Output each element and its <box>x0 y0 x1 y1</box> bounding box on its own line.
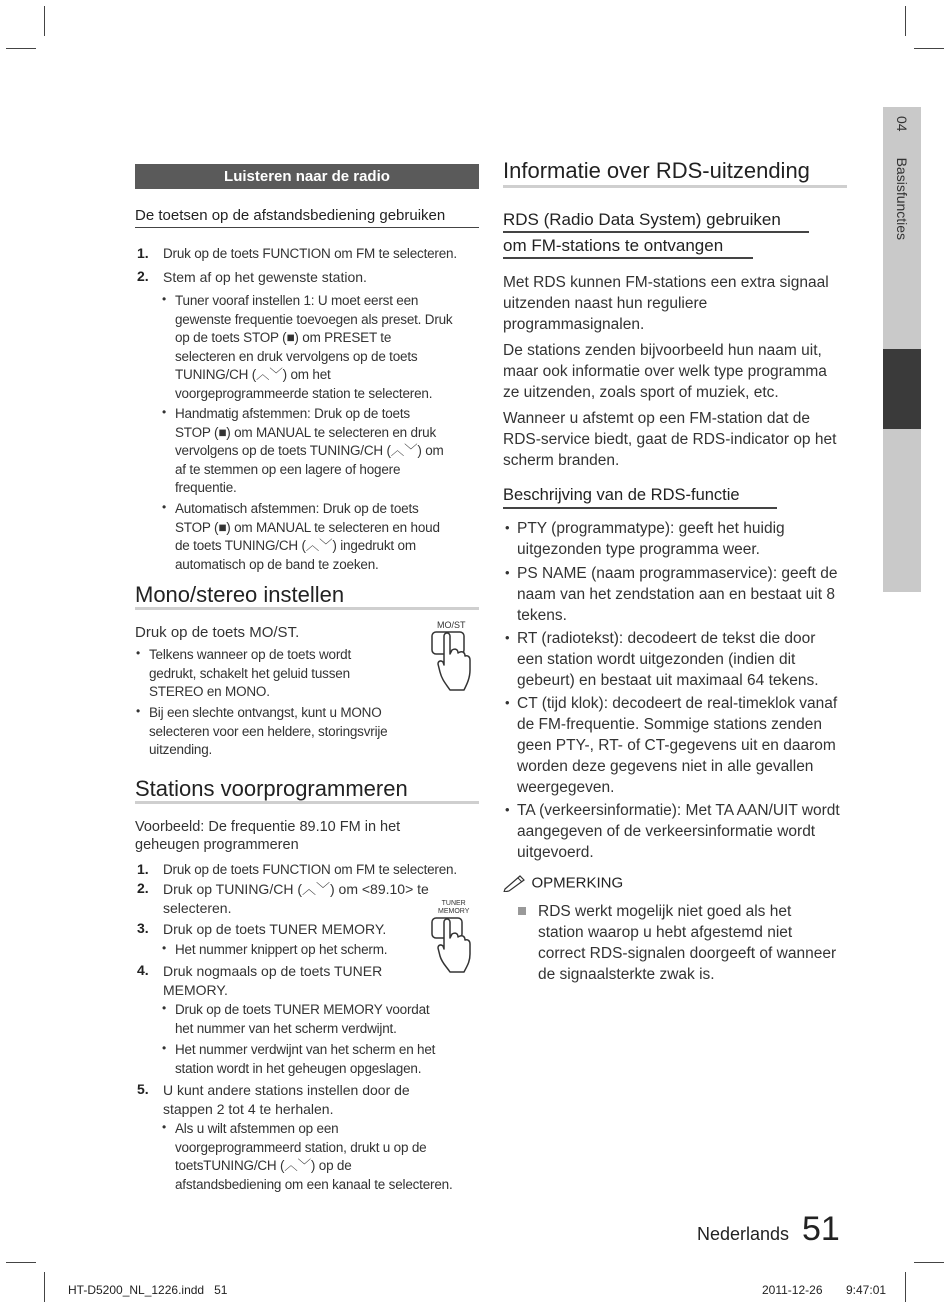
heading-rule <box>135 607 479 610</box>
text-line: voorgeprogrammeerde station te selecteren. <box>175 385 433 401</box>
text-line: frequentie. <box>175 480 237 495</box>
rds-subheading: om FM-stations te ontvangen <box>503 236 724 255</box>
bullet-dot: • <box>162 292 167 306</box>
step-text: Stem af op het gewenste station. <box>163 269 367 285</box>
button-caption <box>438 900 469 916</box>
pencil-note-icon <box>503 874 527 892</box>
bullet-dot: • <box>136 704 141 718</box>
text-line: RDS-service biedt, gaat de RDS-indicator op het <box>503 431 837 448</box>
text-line: PS NAME (naam programmaservice): geeft de <box>517 565 838 582</box>
text-line: een station wordt uitgezonden (indien dit <box>517 651 796 668</box>
bullet-dot: • <box>162 1041 167 1055</box>
text-line: De stations zenden bijvoorbeeld hun naam uit, <box>503 342 822 359</box>
text-line: Het nummer verdwijnt van het scherm en het <box>175 1042 436 1057</box>
footer-time: 9:47:01 <box>846 1283 887 1297</box>
text-line: STOP (■) om MANUAL te selecteren en druk <box>175 424 437 440</box>
text-line: Bij een slechte ontvangst, kunt u MONO <box>149 705 382 720</box>
bullet-dot: • <box>505 695 510 710</box>
note-square-bullet <box>518 907 526 915</box>
note-line: RDS werkt mogelijk niet goed als het <box>538 903 792 920</box>
text-line: PTY (programmatype): geeft het huidig <box>517 520 785 537</box>
text-line: uitgezonden type programma weer. <box>517 541 760 558</box>
text-line: TUNING/CH (︿﹀) om het <box>175 367 331 382</box>
text-line: programmasignalen. <box>503 316 645 333</box>
step-number: 3. <box>137 920 149 936</box>
text-line: toetsTUNING/CH (︿﹀) op de <box>175 1158 352 1173</box>
button-caption: MO/ST <box>437 620 466 630</box>
footer-file: HT-D5200_NL_1226.indd 51 <box>68 1283 228 1297</box>
text-line: voorgeprogrammeerd station, drukt u op de <box>175 1139 427 1155</box>
heading-rule <box>135 801 479 804</box>
bullet-dot: • <box>162 1001 167 1015</box>
pressing-hand-icon <box>424 618 480 708</box>
text-line: gedrukt, schakelt het geluid tussen <box>149 665 350 681</box>
text-line: aangegeven of de verkeersinformatie wordt <box>517 823 816 840</box>
bullet-dot: • <box>505 520 510 535</box>
text-line: STEREO en MONO. <box>149 684 270 699</box>
text-line: vervolgens op de toets TUNING/CH (︿﹀) om <box>175 443 444 458</box>
text-line: CT (tijd klok): decodeert de real-timeklok vanaf <box>517 695 838 712</box>
text-line: selecteren. <box>163 900 232 916</box>
subheading-rule <box>503 507 777 509</box>
section-heading-preset: Stations voorprogrammeren <box>135 776 408 801</box>
text-line: Druk nogmaals op de toets TUNER <box>163 963 383 979</box>
bullet-dot: • <box>162 405 167 419</box>
mono-intro: Druk op de toets MO/ST. <box>135 624 300 641</box>
text-line: gebeurt) en bestaat uit maximaal 64 tekens. <box>517 672 819 689</box>
text-line: weergegeven. <box>517 779 615 796</box>
text-line: afstandsbediening om een kanaal te selecteren. <box>175 1176 453 1192</box>
text-line: Wanneer u afstemt op een FM-station dat de <box>503 410 811 427</box>
preset-intro <box>135 818 400 854</box>
note-line: de signaalsterkte zwak is. <box>538 966 715 983</box>
chapter-tab-label <box>894 116 910 240</box>
note-heading <box>503 874 623 892</box>
mo-st-button-illustration <box>424 618 480 708</box>
preset-intro-line: Voorbeeld: De frequentie 89.10 FM in het <box>135 819 401 835</box>
text-line: Met RDS kunnen FM-stations een extra signaal <box>503 274 829 291</box>
footer-language: Nederlands <box>697 1224 790 1244</box>
page-number: 51 <box>802 1210 840 1248</box>
text-line: Druk op TUNING/CH (︿﹀) om <89.10> te <box>163 881 429 897</box>
note-title: OPMERKING <box>531 874 624 892</box>
chapter-name: Basisfuncties <box>894 157 910 241</box>
text-line: tekens. <box>517 607 567 624</box>
text-line: gewenste frequentie toevoegen als preset. Druk <box>175 311 453 327</box>
subheading-rule <box>503 231 809 233</box>
bullet-dot: • <box>505 630 510 645</box>
bullet-dot: • <box>505 802 510 817</box>
text-line: geen PTY-, RT- of CT-gegevens uit en daarom <box>517 737 836 754</box>
subheading-rule <box>503 257 753 259</box>
text-line: het nummer van het scherm verdwijnt. <box>175 1020 397 1036</box>
rds-subheading: RDS (Radio Data System) gebruiken <box>503 210 781 229</box>
text-line: automatisch op de band te zoeken. <box>175 556 379 572</box>
chapter-number: 04 <box>894 116 910 132</box>
text-line: Druk op de toets TUNER MEMORY voordat <box>175 1002 430 1017</box>
step-text: Druk op de toets FUNCTION om FM te selecteren. <box>163 246 457 261</box>
bullet-dot: • <box>162 941 167 955</box>
step-number: 5. <box>137 1081 149 1097</box>
text-line: Tuner vooraf instellen 1: U moet eerst een <box>175 293 419 308</box>
step-number: 1. <box>137 245 149 261</box>
step-number: 1. <box>137 861 149 877</box>
note-line: correct RDS-signalen doorgeeft of wanneer <box>538 945 837 962</box>
text-line: selecteren voor een heldere, storingsvrije <box>149 723 388 739</box>
text-line: U kunt andere stations instellen door de <box>163 1082 410 1098</box>
text-line: Als u wilt afstemmen op een <box>175 1121 339 1136</box>
step-number: 2. <box>137 880 149 896</box>
bullet-dot: • <box>162 1120 167 1134</box>
bullet-dot: • <box>162 500 167 514</box>
note-line: station waarop u hebt afgestemd niet <box>538 924 793 941</box>
remote-heading: De toetsen op de afstandsbediening gebruiken <box>135 207 479 228</box>
text-line: worden deze gegevens niet in alle gevallen <box>517 758 814 775</box>
text-line: Het nummer knippert op het scherm. <box>175 942 388 957</box>
text-line: uitzenden naast hun reguliere <box>503 295 708 312</box>
text-line: scherm branden. <box>503 452 620 469</box>
text-line: Automatisch afstemmen: Druk op de toets <box>175 501 419 516</box>
section-heading-mono: Mono/stereo instellen <box>135 582 345 607</box>
text-line: maar ook informatie over welk type programma <box>503 363 827 380</box>
text-line: MEMORY. <box>163 982 228 998</box>
text-line: stappen 2 tot 4 te herhalen. <box>163 1101 334 1117</box>
chapter-tab-marker <box>883 349 921 429</box>
tuner-memory-button-illustration <box>424 900 480 988</box>
rds-heading: Informatie over RDS-uitzending <box>503 158 810 183</box>
text-line: Druk op de toets TUNER MEMORY. <box>163 921 387 937</box>
button-caption-line: MEMORY <box>438 908 470 915</box>
text-line: TA (verkeersinformatie): Met TA AAN/UIT wordt <box>517 802 840 819</box>
text-line: af te stemmen op een lagere of hogere <box>175 461 401 477</box>
rds-function-heading: Beschrijving van de RDS-functie <box>503 486 740 504</box>
text-line: naam van het zendstation aan en bestaat uit 8 <box>517 586 835 603</box>
section-banner: Luisteren naar de radio <box>135 164 479 189</box>
text-line: STOP (■) om MANUAL te selecteren en houd <box>175 519 440 535</box>
heading-rule <box>503 185 847 188</box>
text-line: de FM-frequentie. Sommige stations zenden <box>517 716 822 733</box>
text-line: station wordt in het geheugen opgeslagen. <box>175 1060 422 1076</box>
bullet-dot: • <box>136 646 141 660</box>
bullet-dot: • <box>505 565 510 580</box>
text-line: uitzending. <box>149 742 213 757</box>
text-line: Druk op de toets FUNCTION om FM te selecteren. <box>163 862 457 877</box>
step-number: 2. <box>137 268 149 284</box>
footer-date: 2011-12-26 <box>762 1283 823 1297</box>
text-line: Handmatig afstemmen: Druk op de toets <box>175 406 410 421</box>
text-line: op de toets STOP (■) om PRESET te <box>175 330 392 345</box>
button-caption-line: TUNER <box>441 900 466 907</box>
text-line: Telkens wanneer op de toets wordt <box>149 647 352 662</box>
text-line: selecteren en druk vervolgens op de toets <box>175 348 418 364</box>
step-number: 4. <box>137 962 149 978</box>
text-line: de toets TUNING/CH (︿﹀) ingedrukt om <box>175 538 416 553</box>
text-line: RT (radiotekst): decodeert de tekst die door <box>517 630 816 647</box>
note-text <box>538 901 836 985</box>
text-line: uitgevoerd. <box>517 844 594 861</box>
text-line: ze uitzenden, zoals sport of muziek, etc. <box>503 384 779 401</box>
preset-intro-line: geheugen programmeren <box>135 837 299 853</box>
